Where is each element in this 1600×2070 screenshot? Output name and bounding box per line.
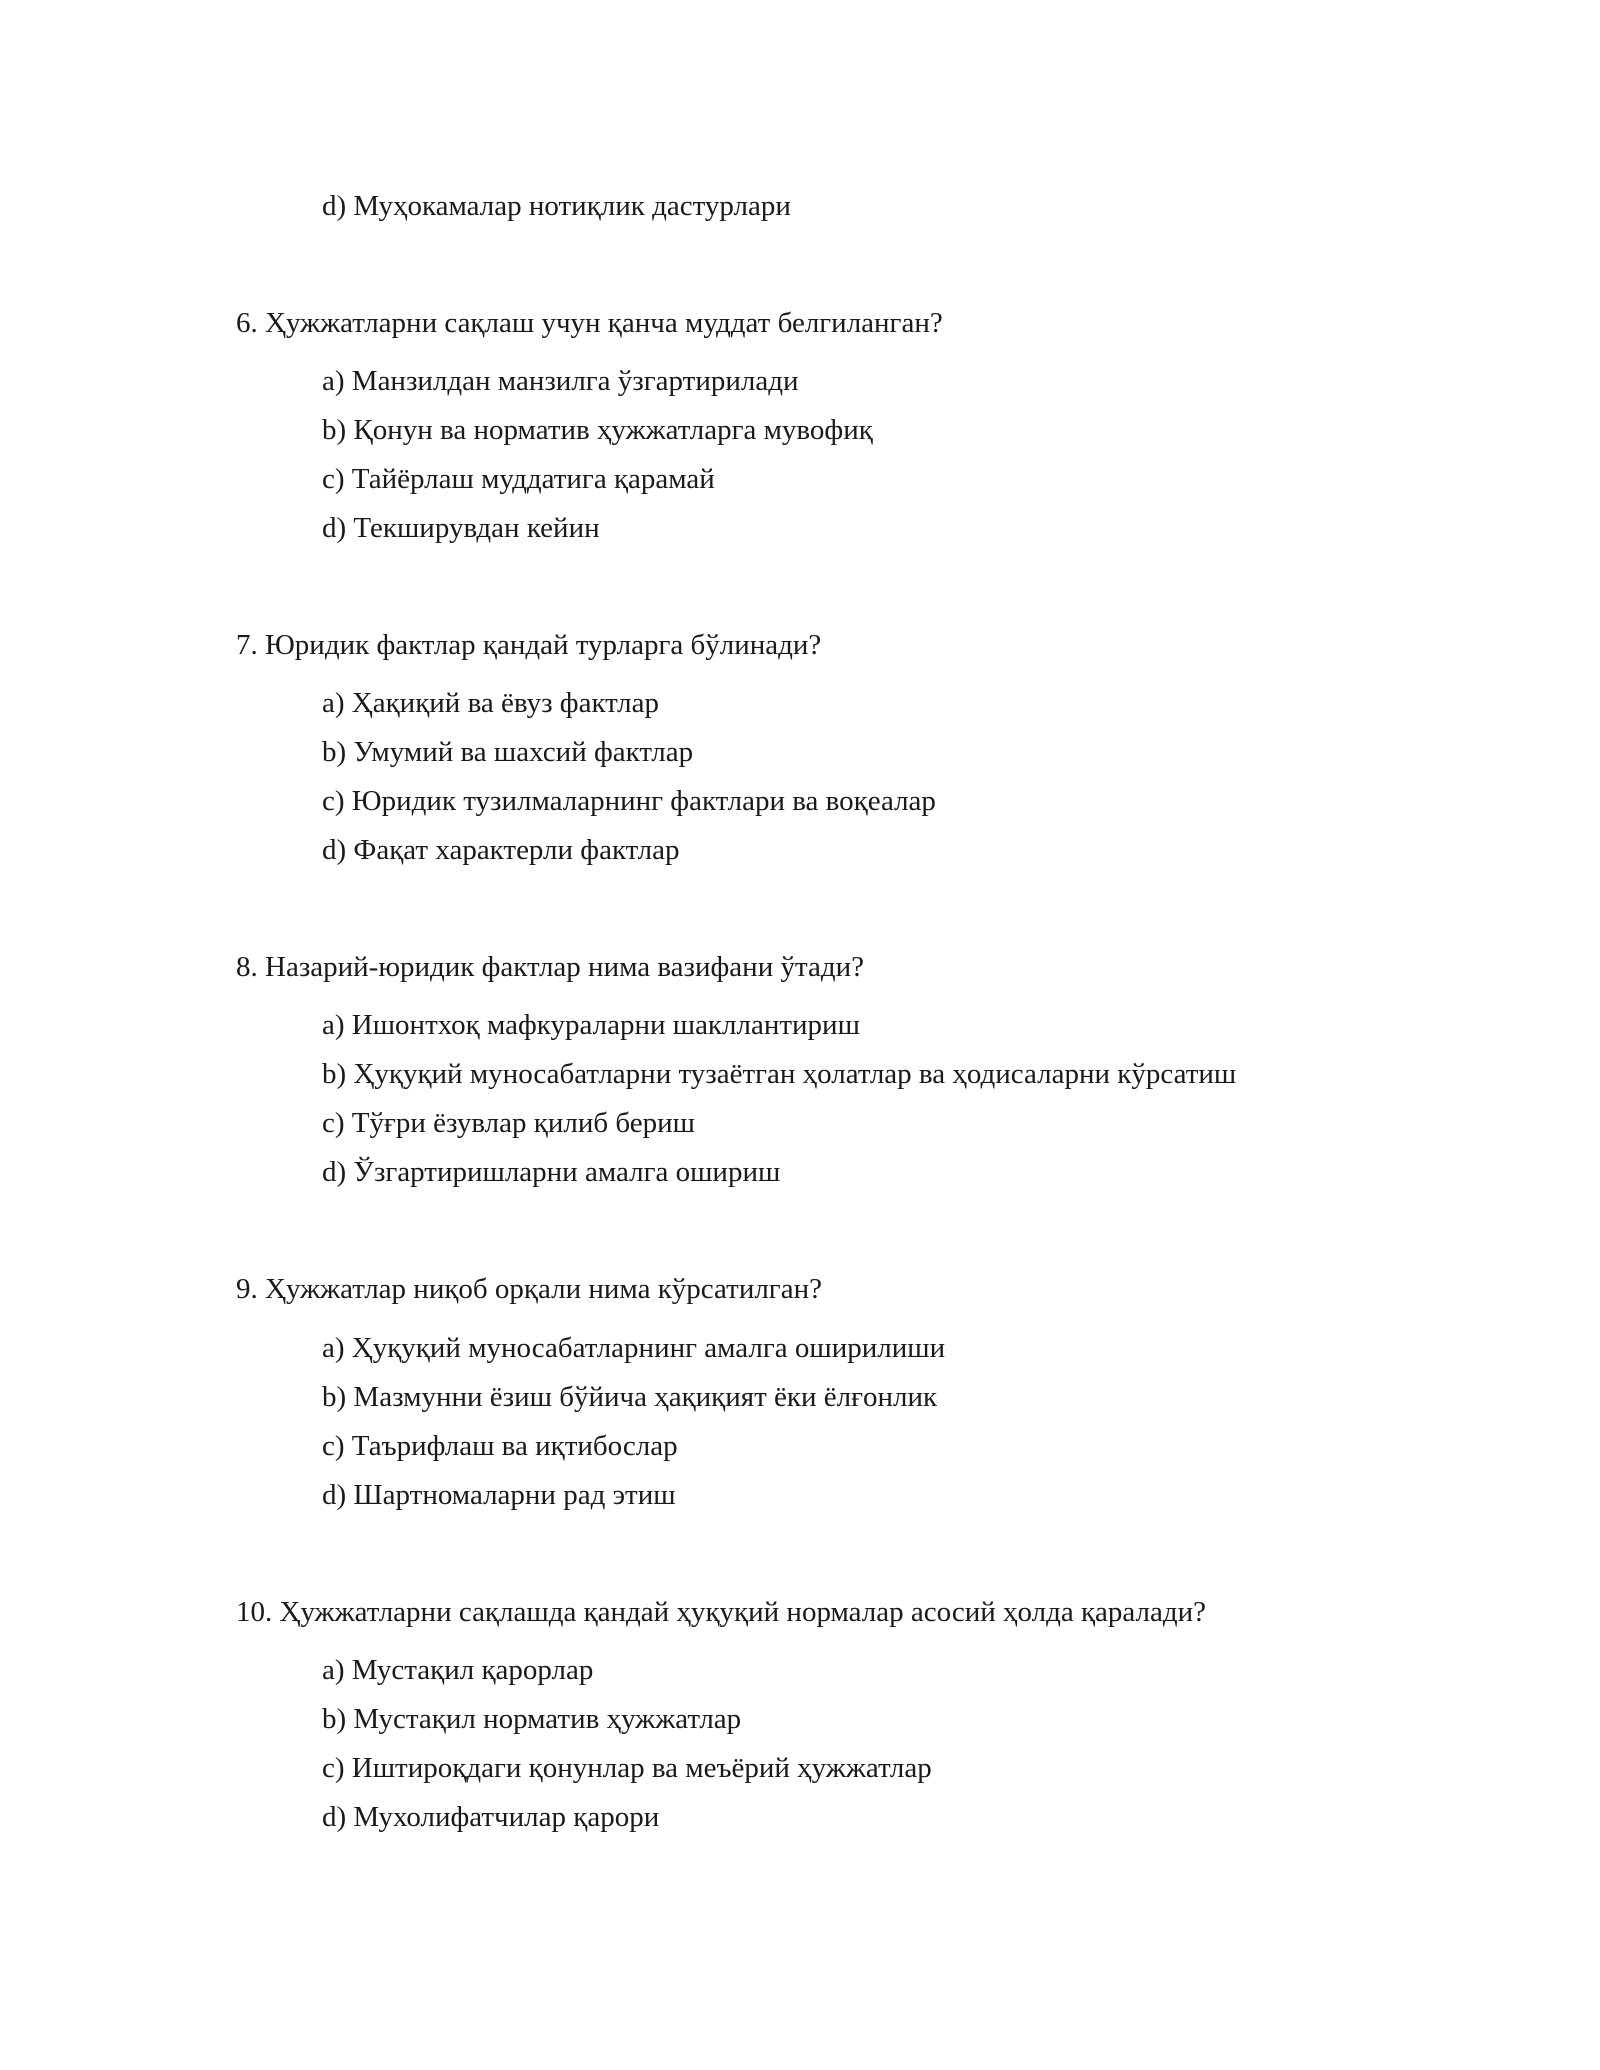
question-7-option-c: c) Юридик тузилмаларнинг фактлари ва воқеалар xyxy=(322,785,936,817)
question-10-option-c: c) Иштироқдаги қонунлар ва меъёрий ҳужжатлар xyxy=(322,1752,932,1784)
question-9-option-a: a) Ҳуқуқий муносабатларнинг амалга оширилиши xyxy=(322,1332,946,1364)
question-6: 6. Ҳужжатларни сақлаш учун қанча муддат белгиланган? xyxy=(236,307,943,339)
question-7-option-b: b) Умумий ва шахсий фактлар xyxy=(322,736,694,768)
question-6-option-a: a) Манзилдан манзилга ўзгартирилади xyxy=(322,365,799,397)
question-6-option-b: b) Қонун ва норматив ҳужжатларга мувофиқ xyxy=(322,414,873,446)
question-9-option-d: d) Шартномаларни рад этиш xyxy=(322,1479,676,1511)
question-10-option-d: d) Мухолифатчилар қарори xyxy=(322,1801,660,1833)
question-10: 10. Ҳужжатларни сақлашда қандай ҳуқуқий нормалар асосий ҳолда қаралади? xyxy=(236,1596,1207,1628)
question-9-option-c: c) Таърифлаш ва иқтибослар xyxy=(322,1430,678,1462)
question-7: 7. Юридик фактлар қандай турларга бўлинади? xyxy=(236,629,822,661)
question-9: 9. Ҳужжатлар ниқоб орқали нима кўрсатилган? xyxy=(236,1273,822,1305)
question-8-option-b: b) Ҳуқуқий муносабатларни тузаётган ҳолатлар ва ҳодисаларни кўрсатиш xyxy=(322,1058,1237,1090)
question-8-option-c: c) Тўғри ёзувлар қилиб бериш xyxy=(322,1107,695,1139)
question-9-option-b: b) Мазмунни ёзиш бўйича ҳақиқият ёки ёлғонлик xyxy=(322,1381,938,1413)
question-7-option-d: d) Фақат характерли фактлар xyxy=(322,834,680,866)
question-8-option-d: d) Ўзгартиришларни амалга ошириш xyxy=(322,1156,781,1188)
question-7-option-a: a) Ҳақиқий ва ёвуз фактлар xyxy=(322,687,659,719)
question-8-option-a: a) Ишонтхоқ мафкураларни шакллантириш xyxy=(322,1009,860,1041)
question-10-option-b: b) Мустақил норматив ҳужжатлар xyxy=(322,1703,742,1735)
question-8: 8. Назарий-юридик фактлар нима вазифани ўтади? xyxy=(236,951,865,983)
question-6-option-c: c) Тайёрлаш муддатига қарамай xyxy=(322,463,715,495)
question-10-option-a: a) Мустақил қарорлар xyxy=(322,1654,594,1686)
leading-option: d) Муҳокамалар нотиқлик дастурлари xyxy=(322,190,791,222)
question-6-option-d: d) Текширувдан кейин xyxy=(322,512,600,544)
